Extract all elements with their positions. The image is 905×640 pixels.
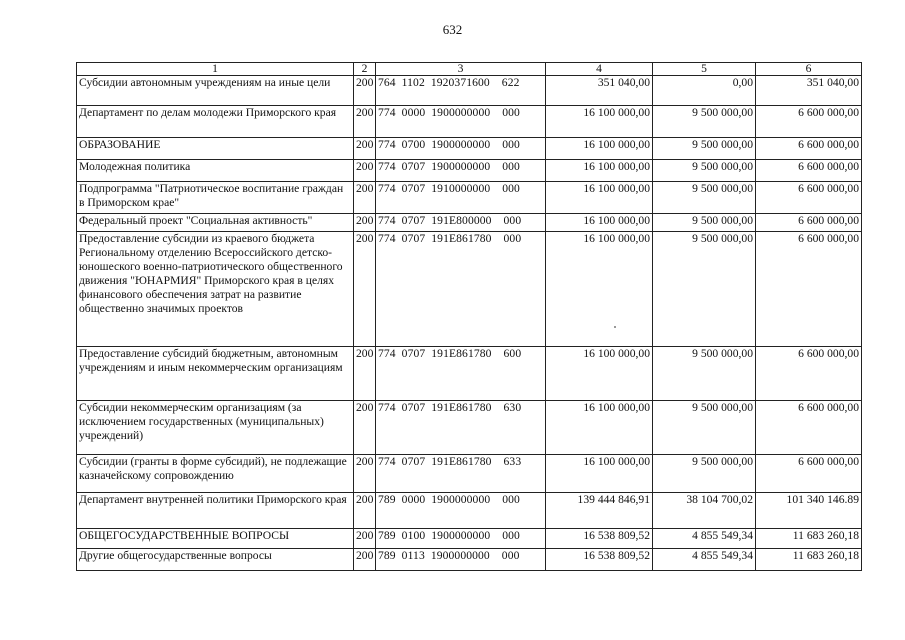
row-group-code: 200 [354, 160, 376, 182]
table-row [77, 182, 862, 214]
column-header: 1 [77, 63, 354, 76]
row-classification-code: 774 0707 191E861780 630 [376, 401, 546, 455]
scan-speck [614, 326, 616, 328]
row-group-code: 200 [354, 138, 376, 160]
row-amount-5: 9 500 000,00 [653, 232, 756, 347]
row-amount-4: 16 100 000,00 [546, 232, 653, 347]
row-group-code: 200 [354, 76, 376, 106]
row-amount-5: 38 104 700,02 [653, 493, 756, 529]
row-amount-4: 139 444 846,91 [546, 493, 653, 529]
row-amount-4: 16 100 000,00 [546, 182, 653, 214]
column-header: 4 [546, 63, 653, 76]
page-number: 632 [442, 22, 463, 37]
row-amount-6: 11 683 260,18 [756, 529, 862, 549]
row-amount-4: 351 040,00 [546, 76, 653, 106]
row-classification-code: 789 0113 1900000000 000 [376, 549, 546, 571]
row-amount-6: 6 600 000,00 [756, 106, 862, 138]
row-classification-code: 774 0700 1900000000 000 [376, 138, 546, 160]
row-amount-6: 6 600 000,00 [756, 182, 862, 214]
row-group-code: 200 [354, 455, 376, 493]
row-amount-5: 4 855 549,34 [653, 549, 756, 571]
row-amount-4: 16 100 000,00 [546, 347, 653, 401]
row-name: Субсидии некоммерческим организациям (за исключением государственных (муниципальных) учреждений) [77, 401, 354, 455]
row-classification-code: 774 0000 1900000000 000 [376, 106, 546, 138]
row-group-code: 200 [354, 347, 376, 401]
row-classification-code: 774 0707 1900000000 000 [376, 160, 546, 182]
row-group-code: 200 [354, 493, 376, 529]
row-group-code: 200 [354, 214, 376, 232]
row-group-code: 200 [354, 549, 376, 571]
row-classification-code: 774 0707 1910000000 000 [376, 182, 546, 214]
row-amount-6: 6 600 000,00 [756, 160, 862, 182]
row-amount-5: 9 500 000,00 [653, 401, 756, 455]
row-group-code: 200 [354, 106, 376, 138]
row-amount-6: 6 600 000,00 [756, 401, 862, 455]
table-row [77, 529, 862, 549]
table-header-row [77, 63, 862, 76]
row-name: Департамент по делам молодежи Приморского края [77, 106, 354, 138]
table-row [77, 401, 862, 455]
row-amount-5: 9 500 000,00 [653, 160, 756, 182]
row-amount-6: 101 340 146.89 [756, 493, 862, 529]
row-amount-4: 16 100 000,00 [546, 455, 653, 493]
row-amount-6: 6 600 000,00 [756, 347, 862, 401]
table-row [77, 493, 862, 529]
row-amount-5: 9 500 000,00 [653, 455, 756, 493]
table-row [77, 214, 862, 232]
row-amount-6: 6 600 000,00 [756, 138, 862, 160]
row-classification-code: 774 0707 191E861780 600 [376, 347, 546, 401]
row-group-code: 200 [354, 529, 376, 549]
row-amount-5: 0,00 [653, 76, 756, 106]
table-row [77, 160, 862, 182]
row-name: Молодежная политика [77, 160, 354, 182]
row-classification-code: 789 0000 1900000000 000 [376, 493, 546, 529]
row-amount-6: 6 600 000,00 [756, 214, 862, 232]
row-amount-6: 6 600 000,00 [756, 232, 862, 347]
row-amount-6: 11 683 260,18 [756, 549, 862, 571]
row-name: Подпрограмма "Патриотическое воспитание граждан в Приморском крае" [77, 182, 354, 214]
row-amount-4: 16 538 809,52 [546, 529, 653, 549]
row-amount-5: 9 500 000,00 [653, 182, 756, 214]
row-amount-5: 9 500 000,00 [653, 347, 756, 401]
row-amount-5: 9 500 000,00 [653, 106, 756, 138]
row-name: Федеральный проект "Социальная активность" [77, 214, 354, 232]
table-row [77, 106, 862, 138]
row-classification-code: 774 0707 191E800000 000 [376, 214, 546, 232]
column-header: 3 [376, 63, 546, 76]
row-classification-code: 764 1102 1920371600 622 [376, 76, 546, 106]
row-amount-5: 4 855 549,34 [653, 529, 756, 549]
row-amount-4: 16 100 000,00 [546, 214, 653, 232]
table-row [77, 76, 862, 106]
row-name: Субсидии (гранты в форме субсидий), не подлежащие казначейскому сопровождению [77, 455, 354, 493]
row-name: ОБЩЕГОСУДАРСТВЕННЫЕ ВОПРОСЫ [77, 529, 354, 549]
row-name: Предоставление субсидий бюджетным, автономным учреждениям и иным некоммерческим организациям [77, 347, 354, 401]
column-header: 2 [354, 63, 376, 76]
row-classification-code: 789 0100 1900000000 000 [376, 529, 546, 549]
row-amount-4: 16 100 000,00 [546, 138, 653, 160]
row-group-code: 200 [354, 232, 376, 347]
row-amount-6: 6 600 000,00 [756, 455, 862, 493]
table-row [77, 232, 862, 347]
row-group-code: 200 [354, 182, 376, 214]
column-header: 5 [653, 63, 756, 76]
row-amount-6: 351 040,00 [756, 76, 862, 106]
row-amount-4: 16 100 000,00 [546, 106, 653, 138]
table-row [77, 549, 862, 571]
row-name: Субсидии автономным учреждениям на иные цели [77, 76, 354, 106]
row-amount-5: 9 500 000,00 [653, 214, 756, 232]
row-amount-4: 16 100 000,00 [546, 160, 653, 182]
row-name: Другие общегосударственные вопросы [77, 549, 354, 571]
row-name: Департамент внутренней политики Приморского края [77, 493, 354, 529]
row-amount-4: 16 100 000,00 [546, 401, 653, 455]
table-row [77, 347, 862, 401]
row-group-code: 200 [354, 401, 376, 455]
row-name: Предоставление субсидии из краевого бюджета Региональному отделению Всероссийского детско-юношеского военно-патриотического общественного движения "ЮНАРМИЯ" Приморского края в целях финансового обеспечения затрат на развитие общественно значимых проектов [77, 232, 354, 347]
row-classification-code: 774 0707 191E861780 633 [376, 455, 546, 493]
row-amount-5: 9 500 000,00 [653, 138, 756, 160]
row-classification-code: 774 0707 191E861780 000 [376, 232, 546, 347]
row-amount-4: 16 538 809,52 [546, 549, 653, 571]
row-name: ОБРАЗОВАНИЕ [77, 138, 354, 160]
table-row [77, 455, 862, 493]
table-row [77, 138, 862, 160]
column-header: 6 [756, 63, 862, 76]
budget-table [76, 62, 862, 571]
